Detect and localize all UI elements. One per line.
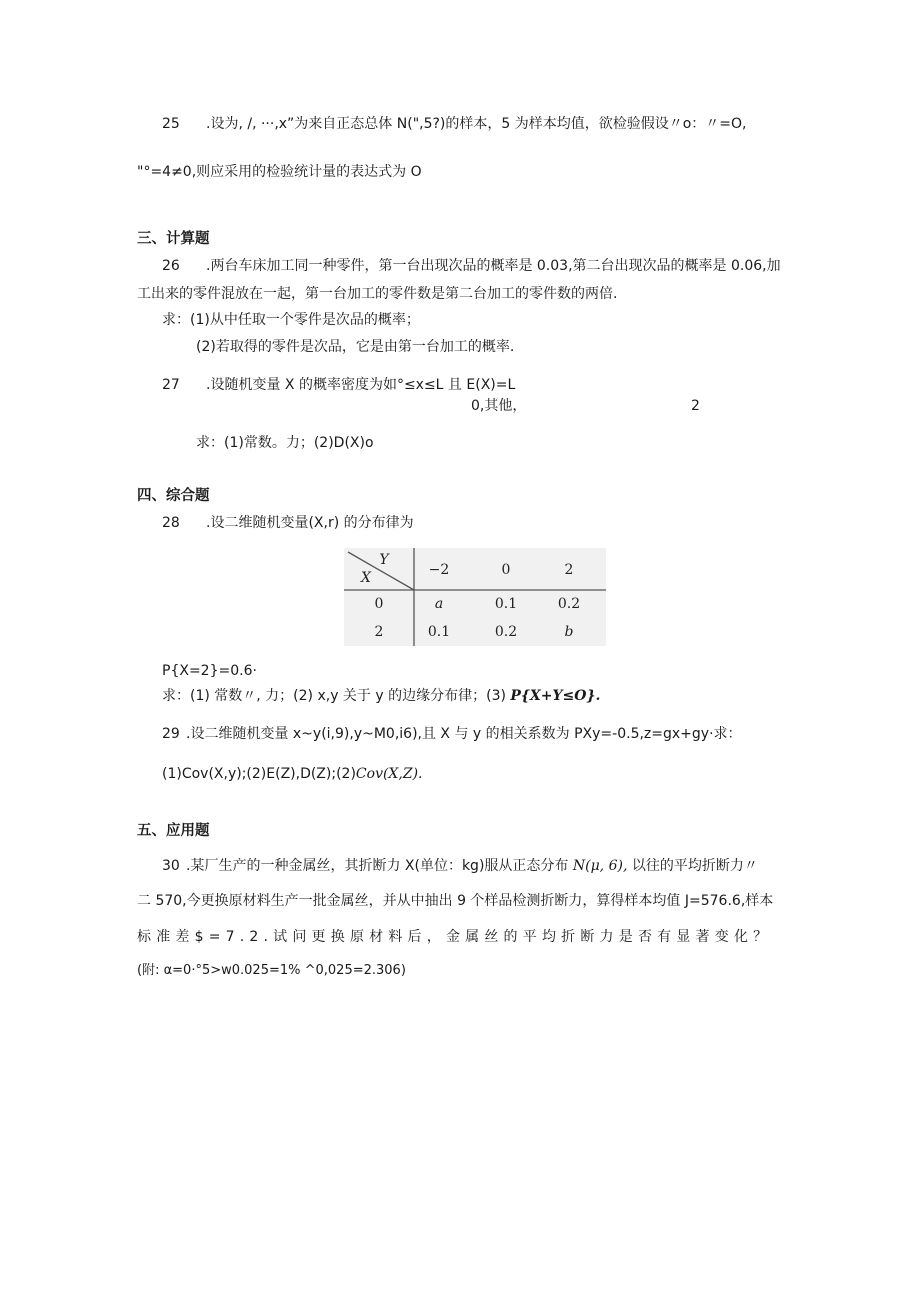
q30-line3: 标准差$=7.2.试问更换原材料后，金属丝的平均折断力是否有显著变化？ bbox=[137, 929, 773, 945]
q25-number: 25 bbox=[162, 116, 180, 132]
table-y-value: −2 bbox=[428, 562, 450, 578]
q25-line1 bbox=[162, 114, 747, 134]
q30-text-line1c: 以往的平均折断力〃 bbox=[627, 858, 758, 874]
q28-probability-expr: P{X+Y≤O}. bbox=[510, 688, 601, 704]
q26-line4: (2)若取得的零件是次品，它是由第一台加工的概率. bbox=[196, 339, 515, 355]
q27-number: 27 bbox=[162, 377, 180, 393]
q30-text-line1a: .某厂生产的一种金属丝，其折断力 X(单位：kg)服从正态分布 bbox=[186, 858, 573, 874]
table-cell: 0.1 bbox=[494, 596, 518, 612]
table-header-x: X bbox=[361, 570, 371, 586]
table-cell: a bbox=[434, 596, 444, 612]
q26-number: 26 bbox=[162, 258, 180, 274]
table-row-x: 0 bbox=[374, 596, 384, 612]
q28-text-line1: .设二维随机变量(X,r) 的分布律为 bbox=[206, 515, 414, 531]
q27-line3: 求：(1)常数。力；(2)D(X)o bbox=[196, 435, 374, 451]
q29-cov-expr: Cov(X,Z). bbox=[355, 766, 423, 782]
table-header-y: Y bbox=[379, 552, 389, 568]
q30-normal-dist: N(μ, 6), bbox=[572, 858, 628, 874]
q29-line2 bbox=[162, 764, 423, 784]
q29-text-line1: .设二维随机变量 x~y(i,9),y~M0,i6),且 X 与 y 的相关系数为 PXy=-0.5,z=gx+gy·求： bbox=[186, 726, 742, 742]
q26-line1 bbox=[162, 256, 781, 276]
table-y-value: 0 bbox=[501, 562, 511, 578]
q27-line2a: 0,其他， bbox=[471, 398, 527, 414]
table-cell: 0.2 bbox=[557, 596, 581, 612]
q30-number: 30 bbox=[162, 858, 180, 874]
q26-text-line1: .两台车床加工同一种零件，第一台出现次品的概率是 0.03,第二台出现次品的概率是 0.06,加 bbox=[206, 258, 781, 274]
q30-line2: 二 570,今更换原材料生产一批金属丝，并从中抽出 9 个样品检测折断力，算得样本均值 J=576.6,样本 bbox=[137, 893, 774, 909]
q30-line4: (附: α=0·°5>w0.025=1% ^0,025=2.306) bbox=[137, 963, 406, 978]
q27-text-line1: .设随机变量 X 的概率密度为如°≤x≤L 且 E(X)=L bbox=[206, 377, 516, 393]
table-row-x: 2 bbox=[374, 624, 384, 640]
q26-line3: 求：(1)从中任取一个零件是次品的概率； bbox=[162, 312, 420, 328]
q30-line1 bbox=[162, 856, 758, 876]
q28-line1 bbox=[162, 513, 414, 533]
q29-text-line2: (1)Cov(X,y);(2)E(Z),D(Z);(2) bbox=[162, 766, 356, 782]
q29-line1 bbox=[162, 724, 742, 744]
section3-title: 三、计算题 bbox=[137, 231, 210, 247]
q27-line1 bbox=[162, 375, 515, 395]
table-y-value: 2 bbox=[564, 562, 574, 578]
q28-line2: P{X=2}=0.6· bbox=[162, 663, 257, 679]
distribution-table bbox=[344, 548, 606, 646]
q28-number: 28 bbox=[162, 515, 180, 531]
section5-title: 五、应用题 bbox=[137, 823, 210, 839]
q25-text-line1: .设为, /, ···,x”为来自正态总体 N(",5?)的样本，5 为样本均值，欲检验假设〃o：〃=O, bbox=[206, 116, 747, 132]
q26-line2: 工出来的零件混放在一起，第一台加工的零件数是第二台加工的零件数的两倍. bbox=[137, 286, 618, 302]
q28-line3 bbox=[162, 686, 600, 706]
table-cell: 0.2 bbox=[494, 624, 518, 640]
q25-line2: "°=4≠0,则应采用的检验统计量的表达式为 O bbox=[137, 164, 422, 180]
table-cell: b bbox=[564, 624, 574, 640]
q29-number: 29 bbox=[162, 726, 180, 742]
table-cell: 0.1 bbox=[427, 624, 451, 640]
section4-title: 四、综合题 bbox=[137, 488, 210, 504]
q28-text-line3: 求：(1) 常数〃, 力；(2) x,y 关于 y 的边缘分布律；(3) bbox=[162, 688, 511, 704]
q27-line2b: 2 bbox=[691, 398, 700, 414]
